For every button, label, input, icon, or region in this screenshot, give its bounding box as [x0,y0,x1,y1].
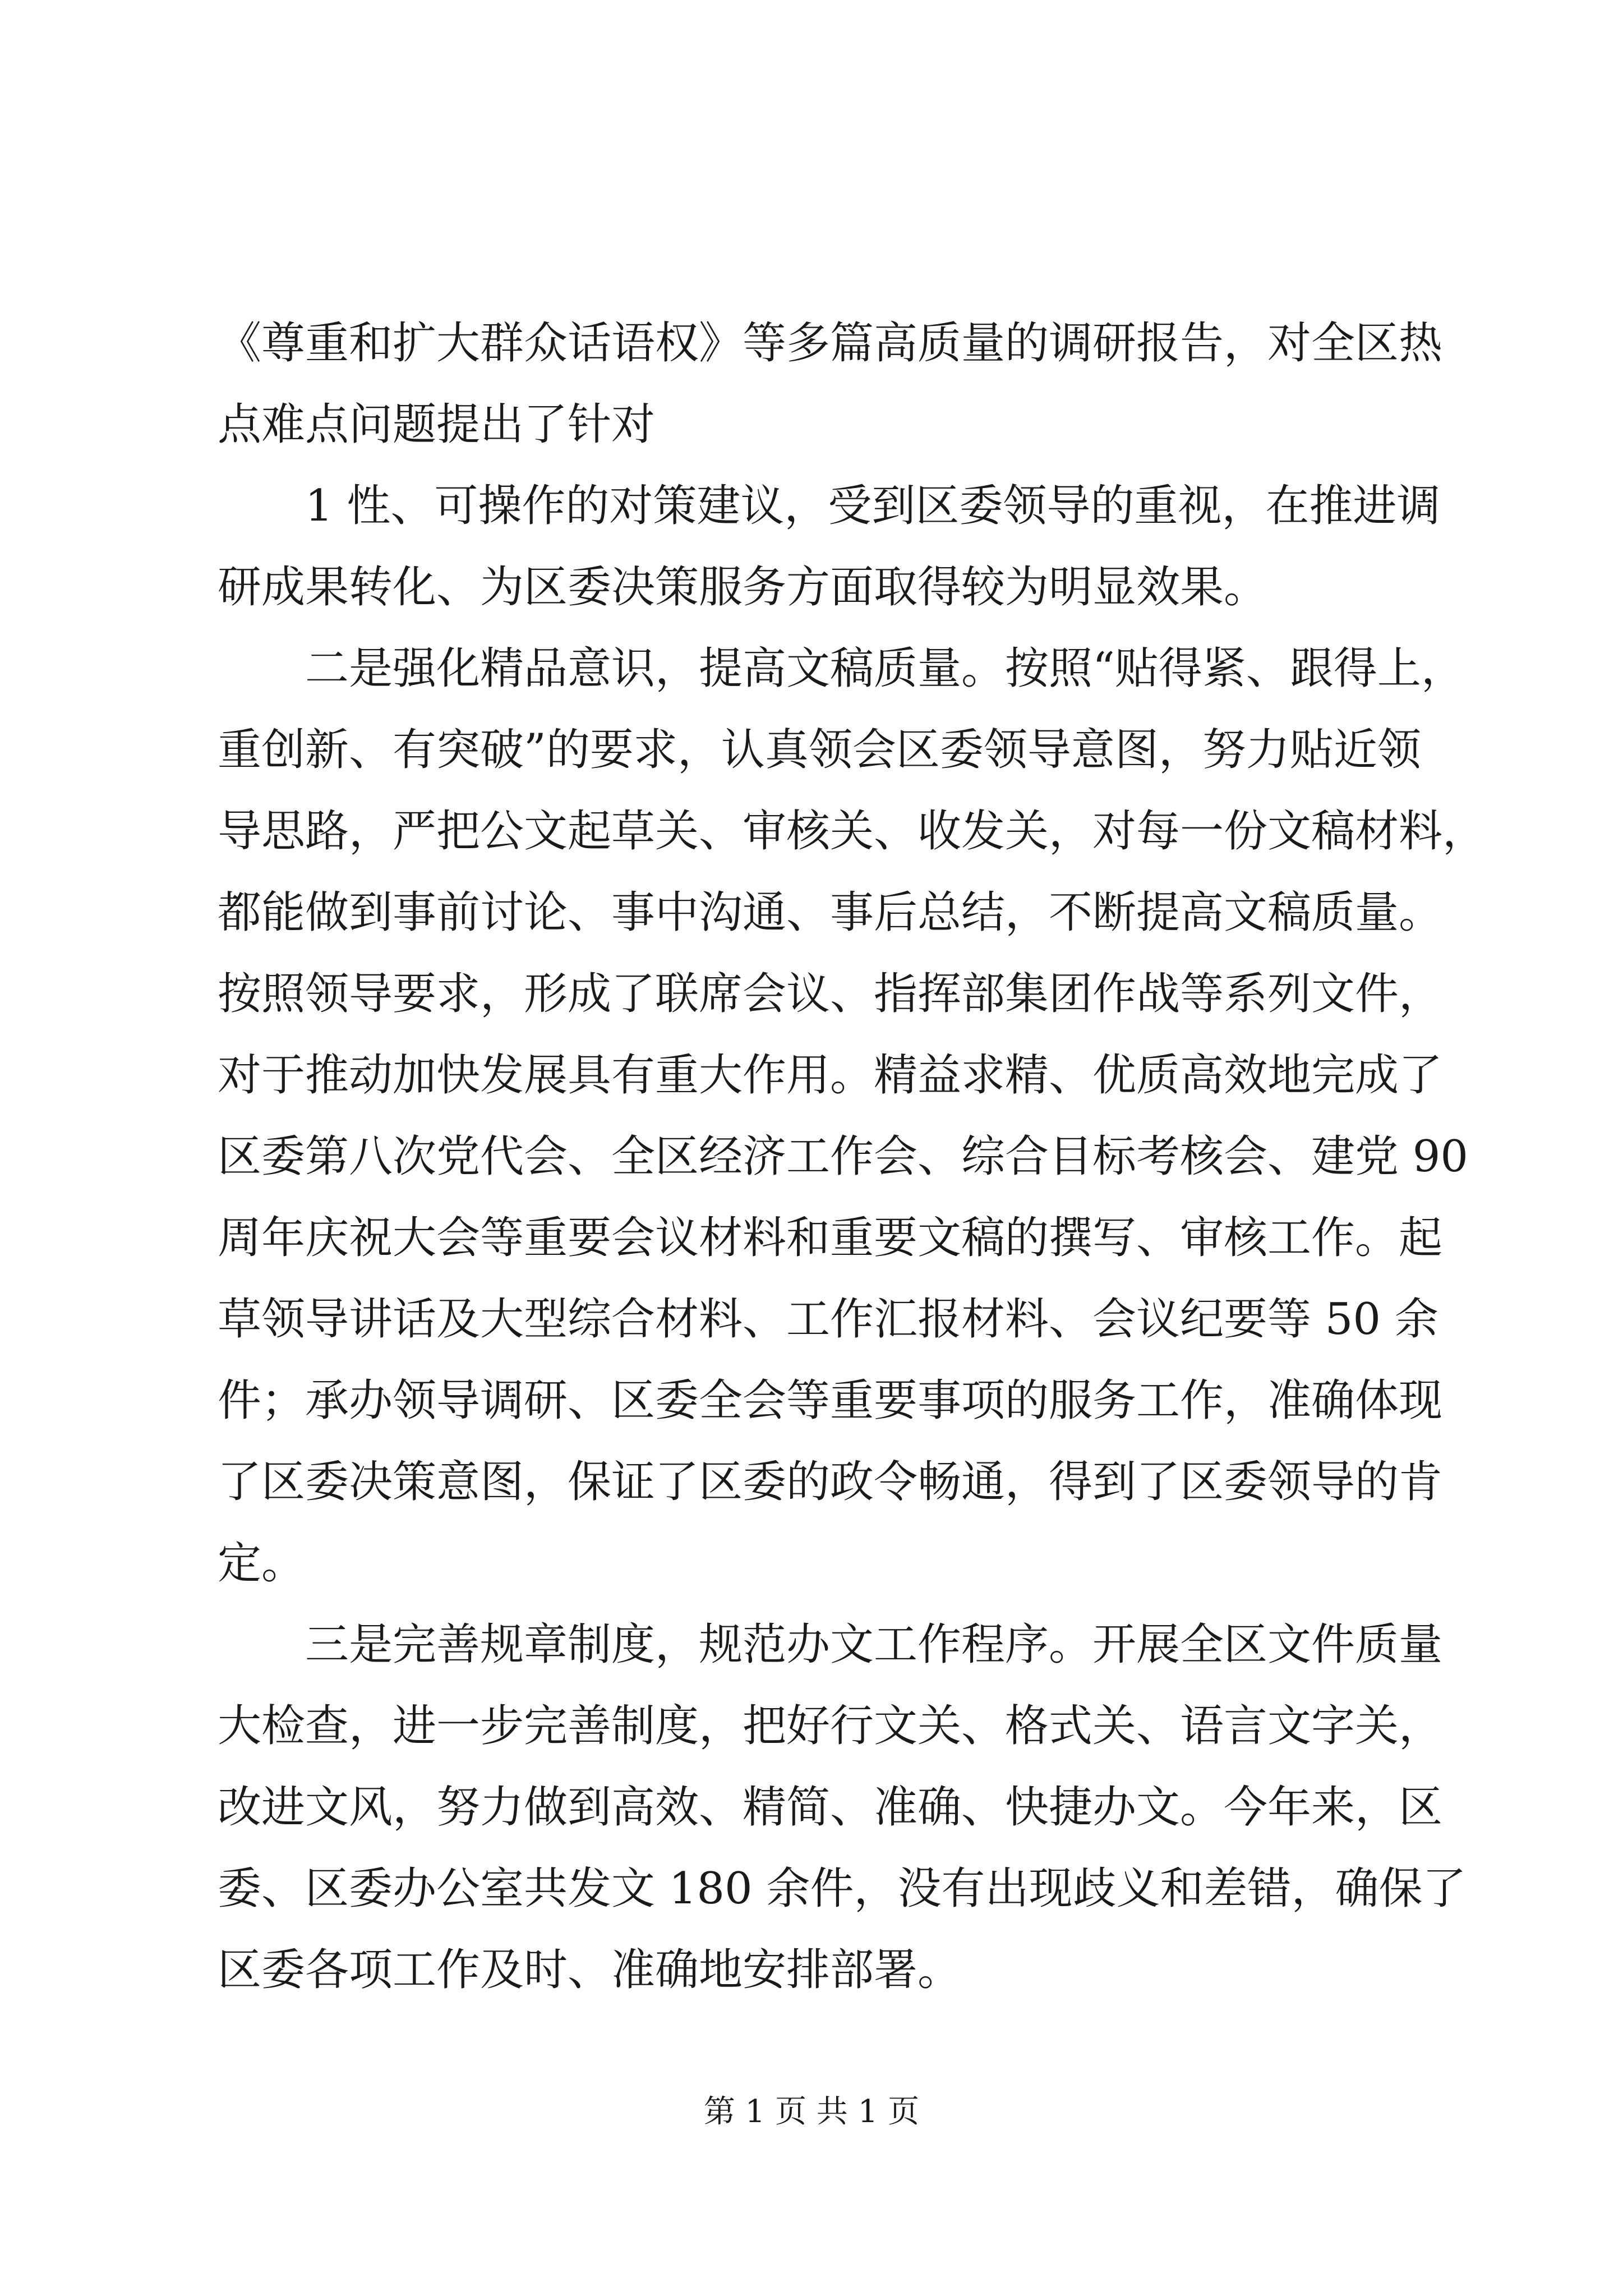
text-line: 区委各项工作及时、准确地安排部署。 [218,1945,962,1995]
paragraph-countermeasures [218,466,1441,628]
text-line: 研成果转化、为区委决策服务方面取得较为明显效果。 [218,562,1268,613]
text-line: 按照领导要求，形成了联席会议、指挥部集团作战等系列文件， [218,969,1443,1019]
text-line: 点难点问题提出了针对 [218,399,656,450]
text-line: 大检查，进一步完善制度，把好行文关、格式关、语言文字关， [218,1701,1443,1751]
text-line: 对于推动加快发展具有重大作用。精益求精、优质高效地完成了 [218,1050,1443,1101]
text-line: 区委第八次党代会、全区经济工作会、综合目标考核会、建党 90 [218,1131,1469,1182]
document-body [218,303,1487,2011]
text-line: 二是强化精品意识，提高文稿质量。按照“贴得紧、跟得上， [305,643,1465,694]
text-line: 三是完善规章制度，规范办文工作程序。开展全区文件质量 [305,1619,1443,1670]
text-line: 周年庆祝大会等重要会议材料和重要文稿的撰写、审核工作。起 [218,1213,1443,1263]
text-line: 都能做到事前讨论、事中沟通、事后总结，不断提高文稿质量。 [218,887,1443,938]
paragraph-regulations [218,1604,1467,2011]
text-line: 件；承办领导调研、区委全会等重要事项的服务工作，准确体现 [218,1375,1443,1426]
text-line: 改进文风，努力做到高效、精简、准确、快捷办文。今年来，区 [218,1782,1443,1833]
text-line: 草领导讲话及大型综合材料、工作汇报材料、会议纪要等 50 余 [218,1294,1438,1345]
page-number-footer: 第 1 页 共 1 页 [703,2093,920,2130]
text-line: 委、区委办公室共发文 180 余件，没有出现歧义和差错，确保了 [218,1864,1467,1914]
text-line: 定。 [218,1538,306,1589]
paragraph-manuscript-quality [218,628,1487,1604]
text-line: 《尊重和扩大群众话语权》等多篇高质量的调研报告，对全区热 [218,318,1443,369]
text-line: 1 性、可操作的对策建议，受到区委领导的重视，在推进调 [305,481,1441,531]
text-line: 导思路，严把公文起草关、审核关、收发关，对每一份文稿材料， [218,806,1487,857]
paragraph-continuation [218,303,1443,466]
text-line: 重创新、有突破”的要求，认真领会区委领导意图，努力贴近领 [218,725,1421,775]
text-line: 了区委决策意图，保证了区委的政令畅通，得到了区委领导的肯 [218,1457,1443,1507]
